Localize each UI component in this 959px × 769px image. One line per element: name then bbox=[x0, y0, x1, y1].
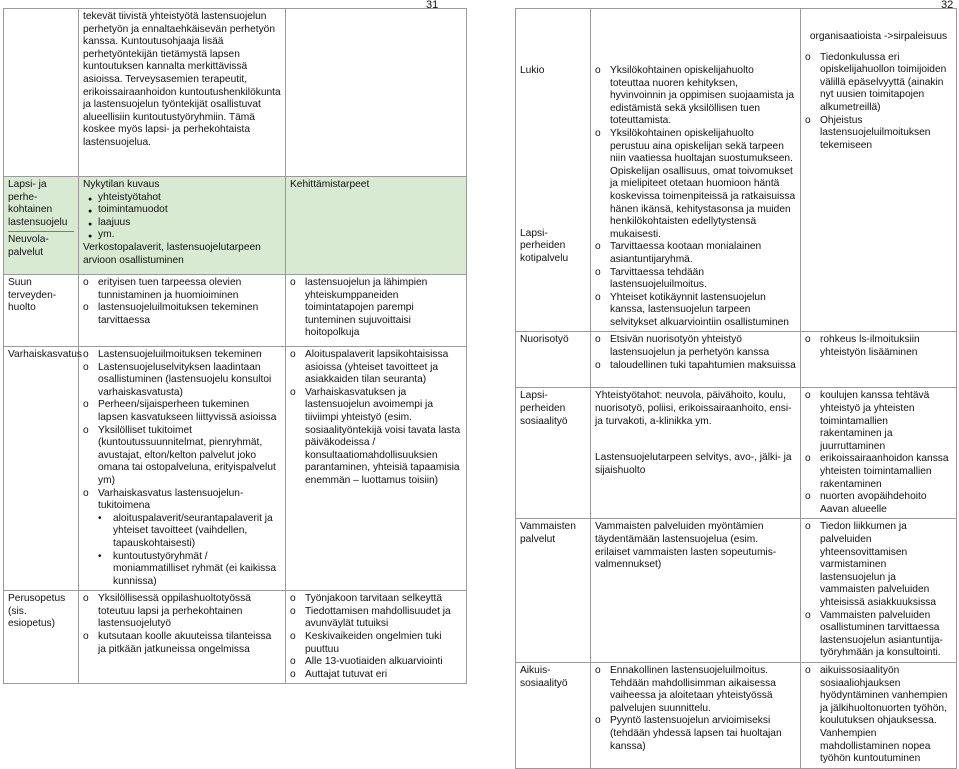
list-item: o Yksilökohtainen opiskelijahuolto perustuu aina opiskelijan sekä tarpeen niin vaatiessa huoltajan suostumukseen. Opiskelijan osallisuus, omat toivomukset ja mielipiteet otetaan huomioon häntä koskevissa toimenpiteissä ja ratkaisuissa hänen ikänsä, kehitystasonsa ja muiden henkilökohtaisten edellytystensä mukaisesti. bbox=[595, 128, 796, 241]
list-item: o Yksilöllisessä oppilashuoltotyössä toteutuu lapsi ja perhekohtainen lastensuojelutyö bbox=[83, 593, 281, 631]
table-row bbox=[516, 519, 957, 663]
list-item: • kuntoutustyöryhmät / moniammatilliset ryhmät (ei kaikissa kunnissa) bbox=[98, 551, 281, 589]
list-item: o Tarvittaessa tehdään lastensuojeluilmoitus. bbox=[595, 267, 796, 292]
table-row bbox=[4, 347, 467, 591]
row-label: Vammaisten palvelut bbox=[516, 519, 591, 663]
list-item: o lastensuojelun ja lähimpien yhteiskumppaneiden toimintatapojen parempi tunteminen sujuvoittaisi hoitopolkuja bbox=[290, 277, 462, 340]
list-item: o Lastensuojeluselvityksen laadintaan osallistuminen (lastensuojelu konsultoi varhaiskasvatusta) bbox=[83, 362, 281, 400]
list-item: o erikoissairaanhoidon kanssa yhteisten toimintamallien rakentaminen bbox=[805, 453, 952, 491]
table-row bbox=[4, 275, 467, 347]
sosiaalityo-text: Yhteistyötahot: neuvola, päivähoito, koulu, nuorisotyö, poliisi, erikoissairaanhoito, ensi- ja turvakoti, a-klinikka ym. bbox=[595, 390, 792, 427]
list-item: o taloudellinen tuki tapahtumien maksuissa bbox=[595, 360, 796, 373]
list-item: o Pyyntö lastensuojelun arvioimiseksi (tehdään yhdessä lapsen tai huoltajan kanssa) bbox=[595, 715, 796, 753]
row-label: Lapsi-perheiden sosiaalityö bbox=[516, 388, 591, 519]
list-item: o Lastensuojeluilmoituksen tekeminen bbox=[83, 349, 281, 362]
vammais-text: Vammaisten palveluiden myöntämien täydentämään lastensuojelua (esim. erilaiset vammaisten lasten sopeutumis-valmennukset) bbox=[591, 519, 801, 663]
page-number-left: 31 bbox=[426, 0, 439, 11]
list-item: o Perheen/sijaisperheen tukeminen lapsen kasvatukseen liittyvissä asioissa bbox=[83, 399, 281, 424]
row-label: Lukio bbox=[520, 65, 545, 76]
row-label: Suun terveyden-huolto bbox=[4, 275, 79, 347]
list-item: o Ennakollinen lastensuojeluilmoitus. Tehdään mahdollisimman aikaisessa vaiheessa ja aloitetaan yhteistyössä palvelujen suunnittelu. bbox=[595, 665, 796, 715]
list-item: o Työnjakoon tarvitaan selkeyttä bbox=[290, 593, 462, 606]
list-item: o nuorten avopäihdehoito Aavan alueelle bbox=[805, 491, 952, 516]
list-item: o Etsivän nuorisotyön yhteistyö lastensuojelun ja perhetyön kanssa bbox=[595, 334, 796, 359]
list-item: ● toimintamuodot bbox=[83, 204, 281, 217]
row-label: Aikuis-sosiaalityö bbox=[516, 662, 591, 768]
header-neuvola: Neuvola-palvelut bbox=[8, 231, 74, 259]
list-item: o aikuissosiaalityön sosiaaliohjauksen hyödyntäminen vanhempien ja jälkihuoltonuorten työhön, koulutuksen ohjauksessa. Vanhempien mahdollistaminen nopea työhön kuntoutuminen bbox=[805, 665, 952, 766]
intro-text: tekevät tiivistä yhteistyötä lastensuojelun perhetyön ja ennaltaehkäisevän perhetyön kanssa. Kuntoutusohjaaja lisää perhetyöntekijän tietämystä lapsen kuntoutuksen kannalta merkittävissä asioissa. Terveysasemien terapeutit, erikoissairaanhoidon kuntoutushenkilökunta ja lastensuojelun työntekijät osallistuvat alueellisiin kuntoutustyöryhmiin. Tämä koskee myös lapsi- ja perhekohtaista lastensuojelua. bbox=[79, 9, 286, 177]
header-lastensuojelu: Lapsi- ja perhe-kohtainen lastensuojelu bbox=[8, 179, 68, 228]
list-item: ● ym. bbox=[83, 229, 281, 242]
table-row bbox=[516, 9, 957, 332]
row-label: Perusopetus (sis. esiopetus) bbox=[4, 591, 79, 684]
sosiaalityo-text-2: Lastensuojelutarpeen selvitys, avo-, jälki- ja sijaishuolto bbox=[595, 452, 792, 476]
list-item: o Keskivaikeiden ongelmien tuki puuttuu bbox=[290, 631, 462, 656]
list-item: • aloituspalaverit/seurantapalaverit ja yhteiset tavoitteet (vaihdellen, tapauskohtaisesti) bbox=[98, 513, 281, 551]
header-needs: Kehittämistarpeet bbox=[286, 177, 467, 275]
list-item: o Tarvittaessa kootaan monialainen asiantuntijaryhmä. bbox=[595, 241, 796, 266]
list-item: o Ohjeistus lastensuojeluilmoituksen tekemiseen bbox=[805, 115, 952, 153]
list-item: o Alle 13-vuotiaiden alkuarviointi bbox=[290, 656, 462, 669]
intro-row bbox=[4, 9, 467, 177]
list-item: o Tiedon liikkumen ja palveluiden yhteensovittamisen varmistaminen lastensuojelun ja vammaisten palveluiden yhteisissä asiakkuuksissa bbox=[805, 521, 952, 609]
list-item: o erityisen tuen tarpeessa olevien tunnistaminen ja huomioiminen bbox=[83, 277, 281, 302]
table-row bbox=[516, 662, 957, 768]
list-item: o Tiedonkulussa eri opiskelijahuollon toimijoiden välillä epäselvyyttä (ainakin nyt uusien toimitapojen alkumetreillä) bbox=[805, 52, 952, 115]
list-item: o Yksilökohtainen opiskelijahuolto toteuttaa nuoren kehityksen, hyvinvoinnin ja oppimisen suojaamista ja edistämistä sekä yksilöllisen tuen toteuttamista. bbox=[595, 65, 796, 128]
right-table bbox=[515, 8, 957, 769]
list-item: o Yhteiset kotikäynnit lastensuojelun kanssa, lastensuojelun tarpeen selvitykset alkuarviointiin osallistuminen bbox=[595, 292, 796, 330]
header-bullets bbox=[83, 192, 281, 242]
header-row bbox=[4, 177, 467, 275]
list-item: ● laajuus bbox=[83, 217, 281, 230]
list-item: o kutsutaan koolle akuuteissa tilanteissa ja pitkään jatkuneissa ongelmissa bbox=[83, 631, 281, 656]
page-number-right: 32 bbox=[941, 0, 954, 11]
table-row bbox=[516, 388, 957, 519]
list-item: o lastensuojeluilmoituksen tekeminen tarvittaessa bbox=[83, 302, 281, 327]
list-item: o rohkeus ls-ilmoituksiin yhteistyön lisääminen bbox=[805, 334, 952, 359]
table-row bbox=[4, 591, 467, 684]
row-label: Varhaiskasvatus bbox=[4, 347, 79, 591]
row-label: Nuorisotyö bbox=[516, 332, 591, 388]
header-current-title: Nykytilan kuvaus bbox=[83, 179, 160, 190]
list-item: o Yksilölliset tukitoimet (kuntoutussuunnitelmat, pienryhmät, avustajat, elton/kelton palvelut joko omana tai ostopalveluna, erityispalvelut ym) bbox=[83, 425, 281, 488]
left-table bbox=[3, 8, 467, 684]
list-item: o Tiedottamisen mahdollisuudet ja avunväylät tutuiksi bbox=[290, 606, 462, 631]
list-item: o Vammaisten palveluiden osallistuminen tarvittaessa lastensuojelun asiantuntija-työryhmään ja konsultointi. bbox=[805, 610, 952, 660]
list-item: ● yhteistyötahot bbox=[83, 192, 281, 205]
table-row bbox=[516, 332, 957, 388]
list-item: o Auttajat tutuvat eri bbox=[290, 669, 462, 682]
list-item: o Varhaiskasvatuksen ja lastensuojelun avoimempi ja tiiviimpi yhteistyö (esim. sosiaalityöntekijä voisi tavata lasta päiväkodeissa / konsultaatiomahdollisuuksien parantaminen, yhteisiä tapaamisia enemmän – luottamus toisiin) bbox=[290, 387, 462, 488]
top-note: organisaatioista ->sirpaleisuus bbox=[809, 31, 948, 42]
list-item: o Aloituspalaverit lapsikohtaisissa asioissa (yhteiset tavoitteet ja asiakkaiden tilan seuranta) bbox=[290, 349, 462, 387]
row-label: Lapsi-perheiden kotipalvelu bbox=[520, 227, 569, 264]
header-note: Verkostopalaverit, lastensuojelutarpeen arvioon osallistuminen bbox=[83, 241, 261, 266]
list-item: o Varhaiskasvatus lastensuojelun-tukitoimena bbox=[83, 488, 281, 513]
list-item: o koulujen kanssa tehtävä yhteistyö ja yhteisten toimintamallien rakentaminen ja juurruttaminen bbox=[805, 390, 952, 453]
